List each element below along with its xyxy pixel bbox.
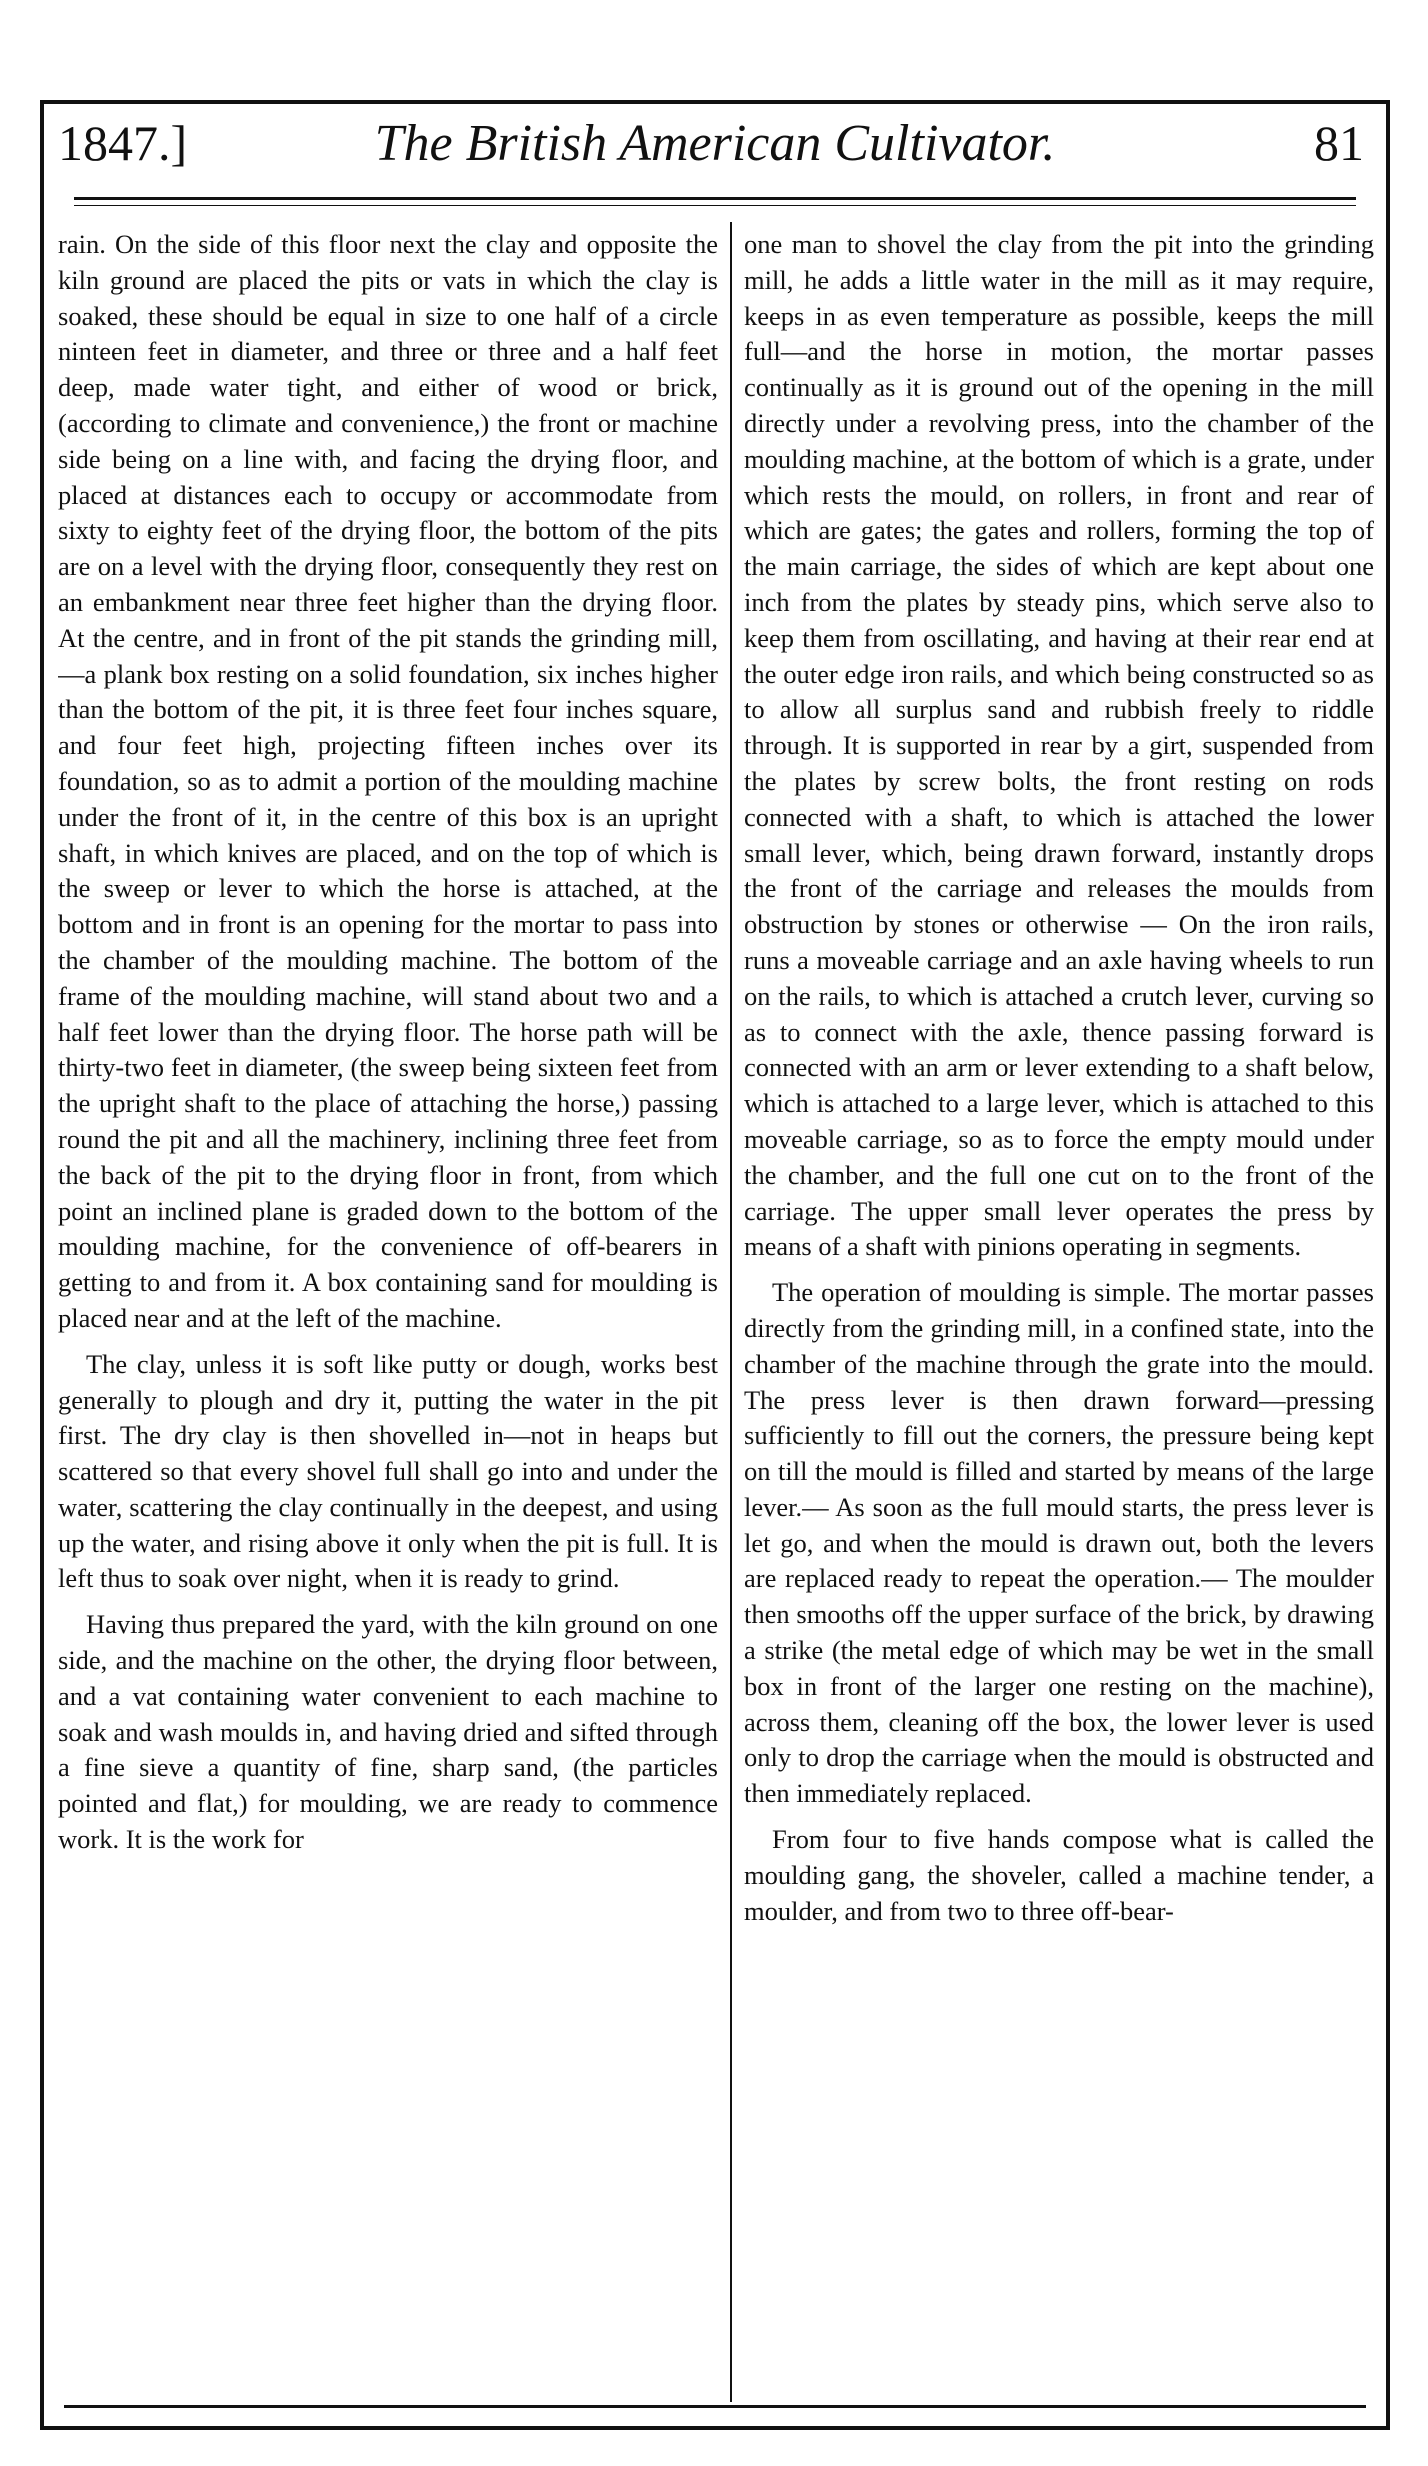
header-rule-thick xyxy=(74,197,1356,200)
header-rule-thin xyxy=(74,205,1356,206)
publication-title: The British American Cultivator. xyxy=(374,115,1056,172)
left-paragraph-2: The clay, unless it is soft like putty or dough, works best generally to plough and dry it, putting the water in the pit first. The dry clay is then shovelled in—not in heaps but scattered so that every shovel full shall go into and under the water, scattering the clay continually in the deepest, and using up the water, and rising above it only when the pit is full. It is left thus to soak over night, when it is ready to grind. xyxy=(58,1348,718,1594)
right-paragraph-1: one man to shovel the clay from the pit into the grinding mill, he adds a little water in the mill as it may require, keeps in as even temperature as possible, keeps the mill full—and the horse in motion, the mortar passes continually as it is ground out of the opening in the mill directly under a revolving press, into the chamber of the moulding machine, at the bottom of which is a grate, under which rests the mould, on rollers, in front and rear of which are gates; the gates and rollers, forming the top of the main carriage, the sides of which are kept about one inch from the plates by steady pins, which serve also to keep them from oscillating, and having at their rear end at the outer edge iron rails, and which being constructed so as to allow all surplus sand and rubbish freely to riddle through. It is supported in rear by a girt, suspended from the plates by screw bolts, the front resting on rods connected with a shaft, to which is attached the lower small lever, which, being drawn forward, instantly drops the front of the carriage and releases the moulds from obstruction by stones or otherwise — On the iron rails, runs a moveable carriage and an axle having wheels to run on the rails, to which is attached a crutch lever, curving so as to connect with the axle, thence passing forward is connected with an arm or lever extending to a shaft below, which is attached to a large lever, which is attached to this moveable carriage, so as to force the empty mould under the chamber, and the full one cut on to the front of the carriage. The upper small lever operates the press by means of a shaft with pinions operating in segments. xyxy=(744,229,1374,1262)
right-paragraph-2: The operation of moulding is simple. The mortar passes directly from the grinding mill, in a confined state, into the chamber of the machine through the grate into the mould. The press lever is then drawn forward—pressing sufficiently to fill out the corners, the pressure being kept on till the mould is filled and started by means of the large lever.— As soon as the full mould starts, the press lever is let go, and when the mould is drawn out, both the levers are replaced ready to repeat the operation.— The moulder then smooths off the upper surface of the brick, by drawing a strike (the metal edge of which may be wet in the small box in front of the larger one resting on the machine), across them, cleaning off the box, the lower lever is used only to drop the carriage when the mould is obstructed and then immediately replaced. xyxy=(744,1277,1374,1809)
left-paragraph-1: rain. On the side of this floor next the clay and opposite the kiln ground are placed the pits or vats in which the clay is soaked, these should be equal in size to one half of a circle ninteen feet in diameter, and three or three and a half feet deep, made water tight, and either of wood or brick, (according to climate and convenience,) the front or machine side being on a line with, and facing the drying floor, and placed at distances each to occupy or accommodate from sixty to eighty feet of the drying floor, the bottom of the pits are on a level with the drying floor, consequently they rest on an embankment near three feet higher than the drying floor. At the centre, and in front of the pit stands the grinding mill,—a plank box resting on a solid foundation, six inches higher than the bottom of the pit, it is three feet four inches square, and four feet high, projecting fifteen inches over its foundation, so as to admit a portion of the moulding machine under the front of it, in the centre of this box is an upright shaft, in which knives are placed, and on the top of which is the sweep or lever to which the horse is attached, at the bottom and in front is an opening for the mortar to pass into the chamber of the moulding machine. The bottom of the frame of the moulding machine, will stand about two and a half feet lower than the drying floor. The horse path will be thirty-two feet in diameter, (the sweep being sixteen feet from the upright shaft to the place of attaching the horse,) passing round the pit and all the machinery, inclining three feet from the back of the pit to the drying floor in front, from which point an inclined plane is graded down to the bottom of the moulding machine, for the convenience of off-bearers in getting to and from it. A box containing sand for moulding is placed near and at the left of the machine. xyxy=(58,229,718,1333)
column-divider xyxy=(730,222,732,2402)
right-column xyxy=(744,227,1374,2387)
left-column xyxy=(58,227,718,2387)
right-paragraph-3: From four to five hands compose what is called the moulding gang, the shoveler, called a machine tender, a moulder, and from two to three off-bear- xyxy=(744,1824,1374,1926)
page-header xyxy=(44,104,1386,199)
header-year: 1847.] xyxy=(58,115,188,171)
newspaper-page xyxy=(40,100,1390,2430)
page-number: 81 xyxy=(1314,115,1364,171)
left-paragraph-3: Having thus prepared the yard, with the kiln ground on one side, and the machine on the other, the drying floor between, and a vat containing water convenient to each machine to soak and wash moulds in, and having dried and sifted through a fine sieve a quantity of fine, sharp sand, (the particles pointed and flat,) for moulding, we are ready to commence work. It is the work for xyxy=(58,1609,718,1855)
bottom-rule xyxy=(64,2405,1366,2408)
